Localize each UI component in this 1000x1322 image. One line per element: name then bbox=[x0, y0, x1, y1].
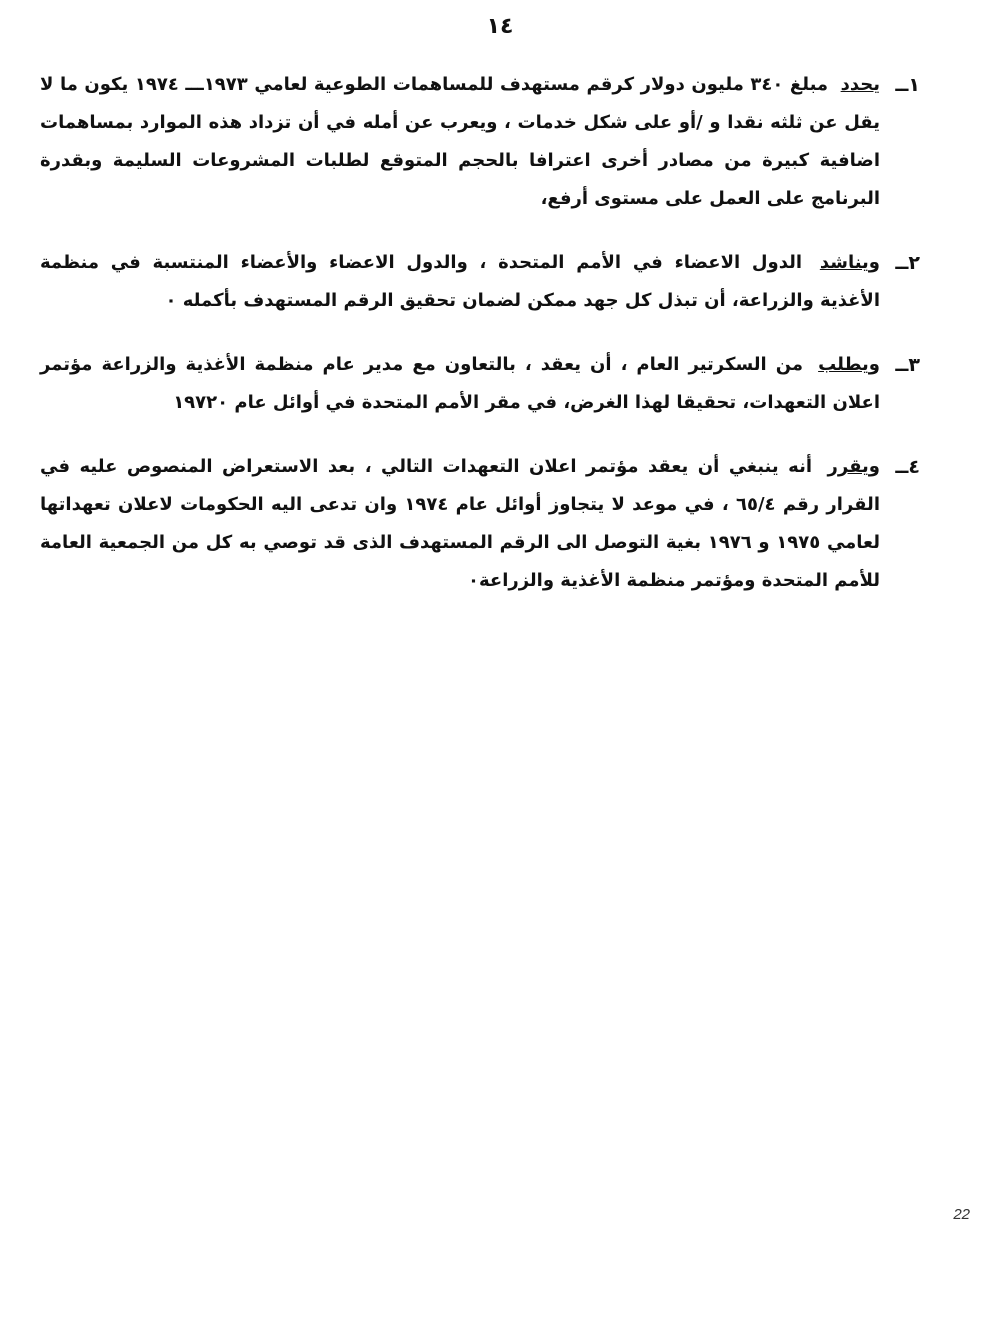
item-body: أنه ينبغي أن يعقد مؤتمر اعلان التعهدات التالي ، بعد الاستعراض المنصوص عليه في القرار رقم ٦٥/٤ ، في موعد لا يتجاوز أوائل عام ١٩٧٤ وان تدعى اليه الحكومات لاعلان تعهداتها لعامي ١٩٧٥ و ١٩٧٦ بغية التوصل الى الرقم المستهدف الذى قد توصي به كل من الجمعية العامة للأمم المتحدة ومؤتمر منظمة الأغذية والزراعة٠ bbox=[40, 456, 880, 591]
list-item bbox=[40, 448, 920, 600]
item-number: ١ــ bbox=[895, 74, 920, 96]
resolution-body bbox=[40, 66, 920, 626]
item-number: ٣ــ bbox=[895, 354, 920, 376]
item-body: من السكرتير العام ، أن يعقد ، بالتعاون مع مدير عام منظمة الأغذية والزراعة مؤتمر اعلان التعهدات، تحقيقا لهذا الغرض، في مقر الأمم المتحدة في أوائل عام ١٩٧٢٠ bbox=[40, 354, 880, 413]
item-lead-verb: ويناشد bbox=[819, 252, 880, 273]
item-body: مبلغ ٣٤٠ مليون دولار كرقم مستهدف للمساهمات الطوعية لعامي ١٩٧٣ـــ ١٩٧٤ يكون ما لا يقل عن ثلثه نقدا و /أو على شكل خدمات ، ويعرب عن أمله في أن تزداد هذه الموارد بمساهمات اضافية كبيرة من مصادر أخرى اعترافا بالحجم المتوقع لطلبات المشروعات السليمة وبقدرة البرنامج على العمل على مستوى أرفع، bbox=[40, 74, 880, 209]
item-text bbox=[40, 244, 880, 320]
item-number: ٢ــ bbox=[895, 252, 920, 274]
page-number: ١٤ bbox=[486, 14, 514, 39]
item-text bbox=[40, 448, 880, 600]
list-item bbox=[40, 244, 920, 320]
list-item bbox=[40, 346, 920, 422]
footer-page-number: 22 bbox=[953, 1206, 970, 1223]
item-lead-verb: ويطلب bbox=[818, 354, 880, 375]
item-number: ٤ــ bbox=[895, 456, 920, 478]
item-text bbox=[40, 66, 880, 218]
item-text bbox=[40, 346, 880, 422]
item-lead-verb: يحدد bbox=[840, 74, 880, 95]
item-body: الدول الاعضاء في الأمم المتحدة ، والدول الاعضاء والأعضاء المنتسبة في منظمة الأغذية والزراعة، أن تبذل كل جهد ممكن لضمان تحقيق الرقم المستهدف بأكمله ٠ bbox=[40, 252, 880, 311]
list-item bbox=[40, 66, 920, 218]
item-lead-verb: ويقرر bbox=[827, 456, 880, 477]
